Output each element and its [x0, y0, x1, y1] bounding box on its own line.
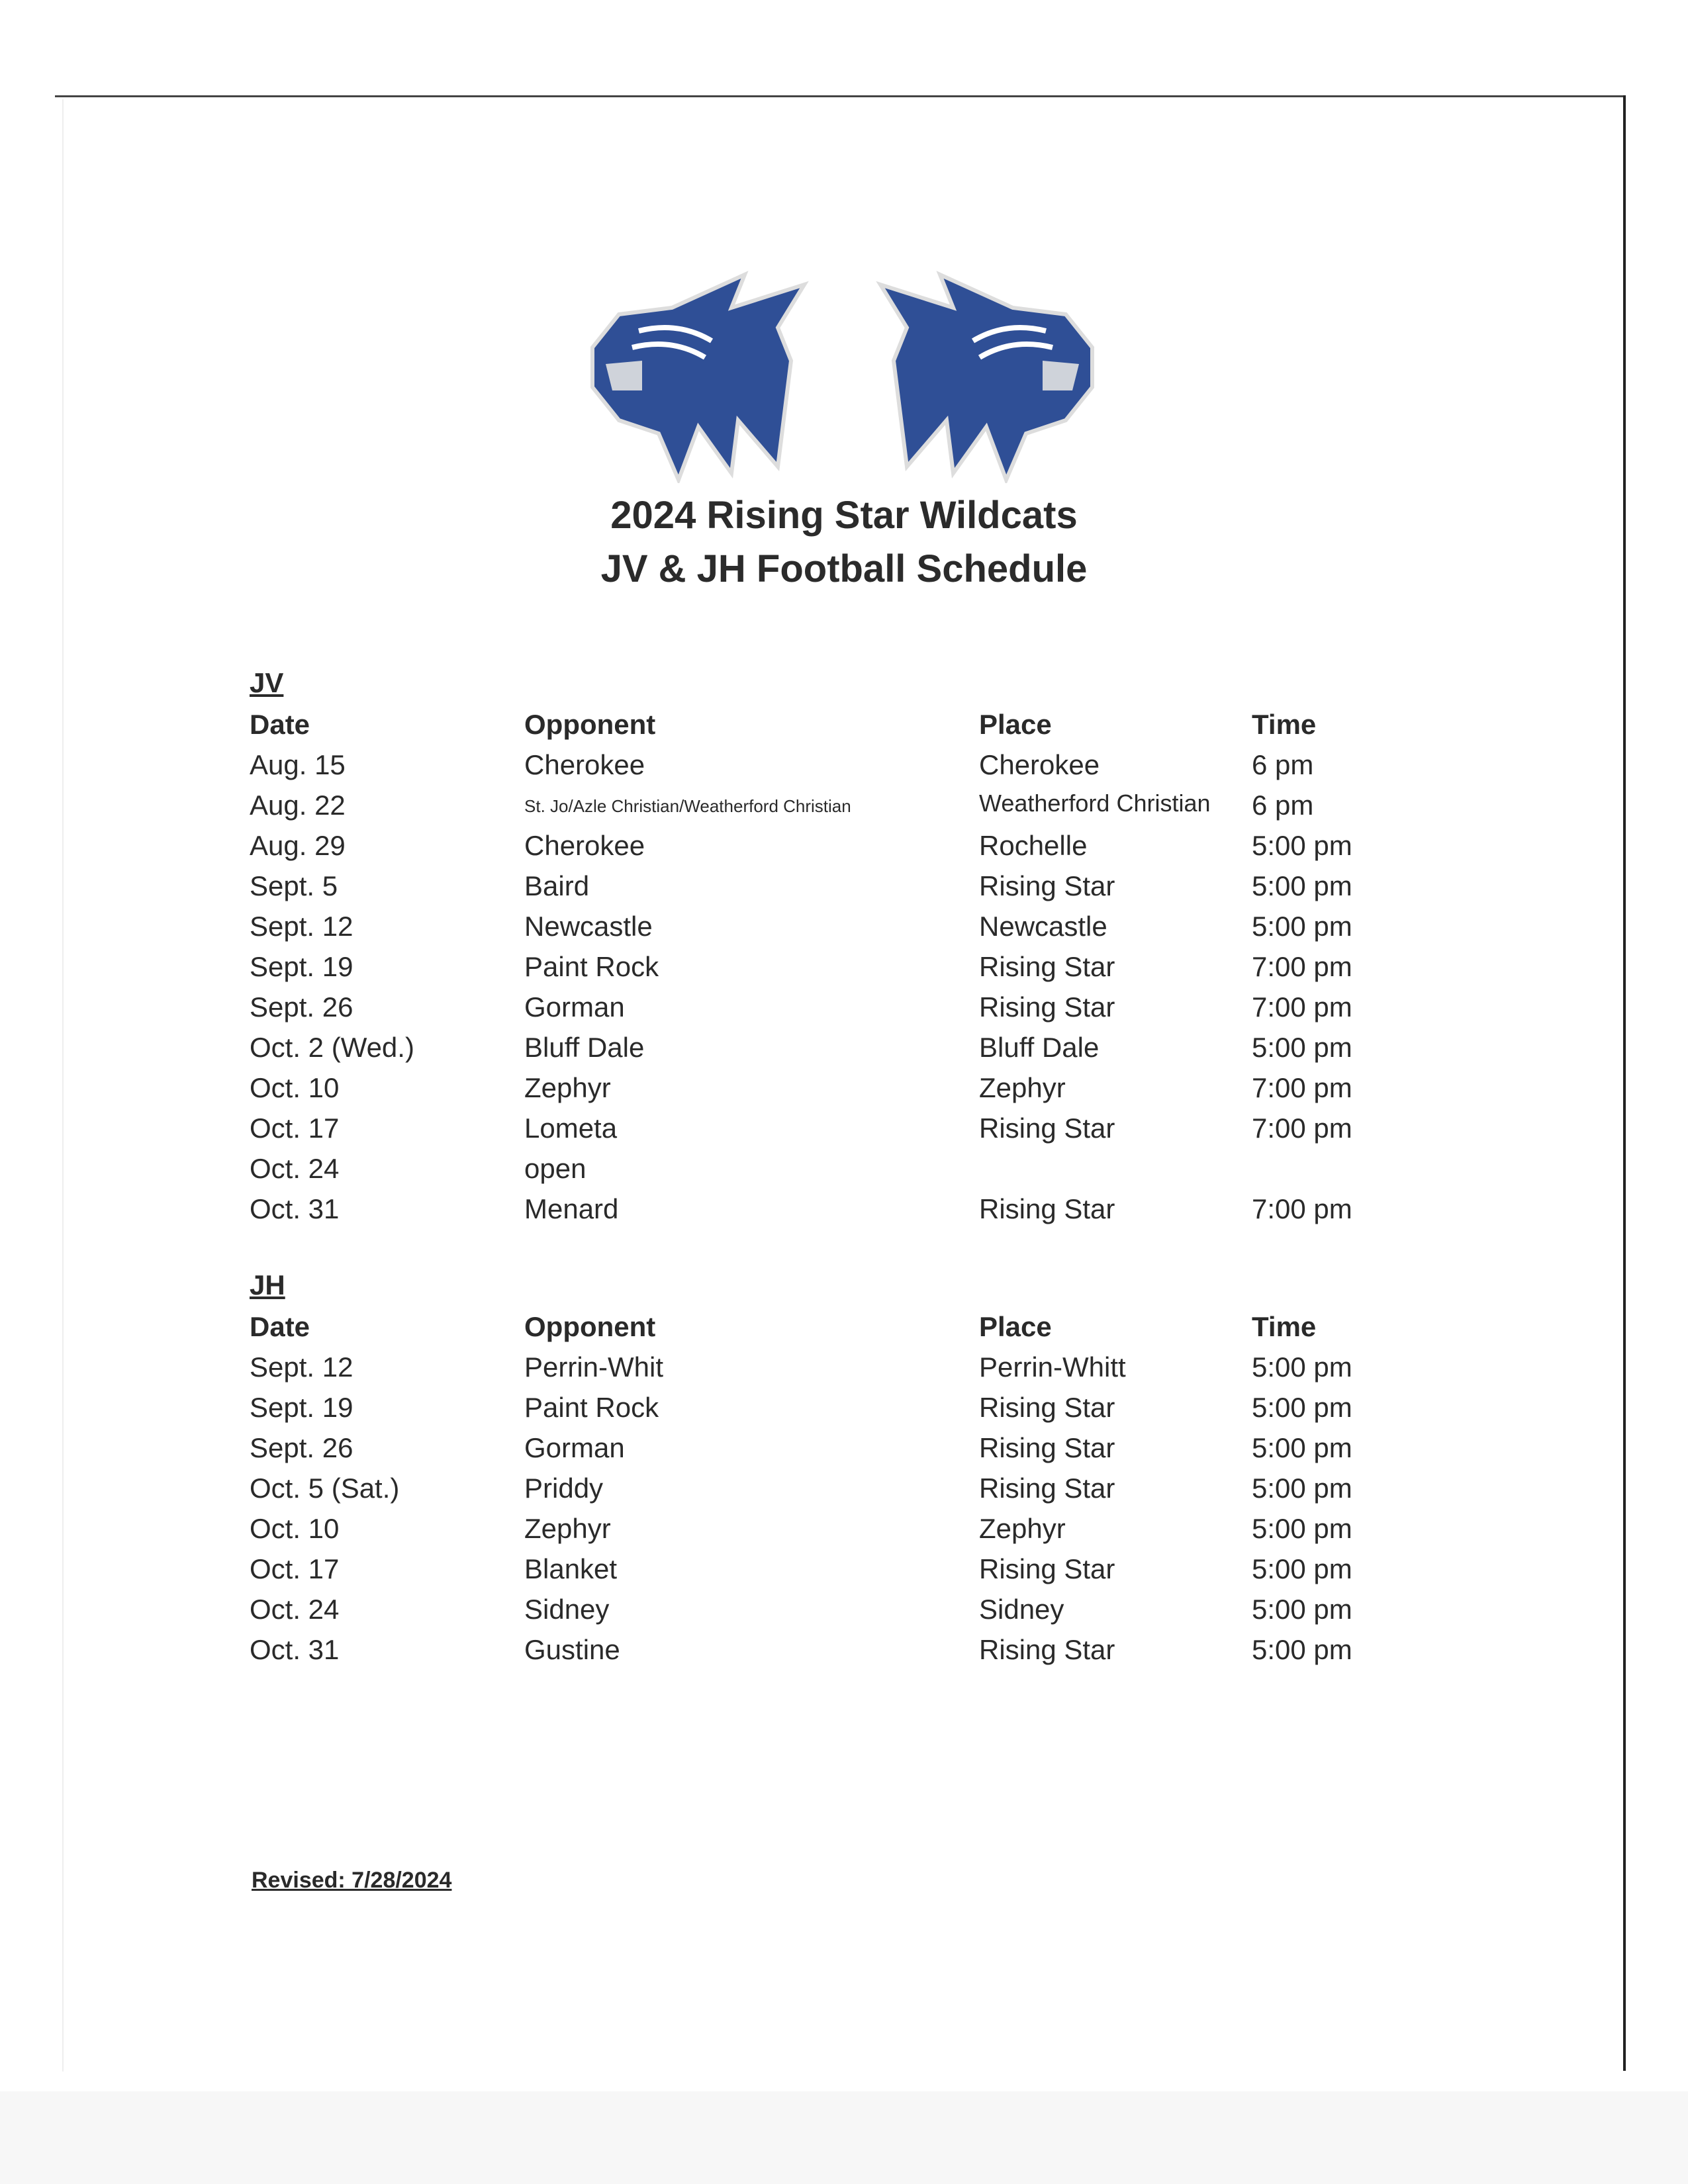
column-header-place: Place	[979, 709, 1052, 740]
jh-row-place: Sidney	[979, 1594, 1064, 1625]
jh-row-opponent: Paint Rock	[524, 1392, 659, 1423]
jh-row-date: Oct. 17	[250, 1553, 340, 1584]
jh-row-date: Sept. 12	[250, 1351, 353, 1383]
jh-row-place: Rising Star	[979, 1392, 1115, 1423]
jh-row-place: Rising Star	[979, 1473, 1115, 1504]
column-header-place: Place	[979, 1311, 1052, 1342]
jv-row-date: Sept. 19	[250, 951, 353, 982]
jv-row-date: Aug. 29	[250, 830, 346, 861]
jv-row-date: Aug. 22	[250, 790, 346, 821]
jv-row-opponent: open	[524, 1153, 586, 1184]
jv-row-place: Rising Star	[979, 1193, 1115, 1224]
jv-row-opponent: Paint Rock	[524, 951, 659, 982]
jv-row-place: Rising Star	[979, 1113, 1115, 1144]
jv-row-time: 7:00 pm	[1252, 1072, 1352, 1103]
jh-row-place: Zephyr	[979, 1513, 1066, 1544]
jv-row-opponent: St. Jo/Azle Christian/Weatherford Christian	[524, 796, 851, 816]
jh-row-opponent: Sidney	[524, 1594, 610, 1625]
section-label-jv: JV	[250, 667, 284, 698]
jv-row-opponent: Zephyr	[524, 1072, 611, 1103]
jv-row-time: 5:00 pm	[1252, 830, 1352, 861]
jv-row-date: Sept. 5	[250, 870, 338, 901]
jv-row-time: 7:00 pm	[1252, 991, 1352, 1023]
jh-row-place: Perrin-Whitt	[979, 1351, 1126, 1383]
jv-row-time: 7:00 pm	[1252, 1113, 1352, 1144]
wildcat-logo-left	[579, 268, 814, 483]
jh-row-opponent: Perrin-Whit	[524, 1351, 664, 1383]
jv-row-place: Bluff Dale	[979, 1032, 1100, 1063]
column-header-opponent: Opponent	[524, 709, 656, 740]
jv-row-place: Zephyr	[979, 1072, 1066, 1103]
jh-row-time: 5:00 pm	[1252, 1594, 1352, 1625]
jv-row-place: Rising Star	[979, 991, 1115, 1023]
jh-row-time: 5:00 pm	[1252, 1513, 1352, 1544]
jh-row-opponent: Blanket	[524, 1553, 618, 1584]
jv-row-opponent: Newcastle	[524, 911, 653, 942]
column-header-opponent: Opponent	[524, 1311, 656, 1342]
jv-row-opponent: Cherokee	[524, 830, 645, 861]
jv-row-date: Oct. 2 (Wed.)	[250, 1032, 414, 1063]
jv-row-opponent: Baird	[524, 870, 590, 901]
jv-row-date: Sept. 26	[250, 991, 353, 1023]
jh-row-opponent: Priddy	[524, 1473, 604, 1504]
jv-row-opponent: Gorman	[524, 991, 625, 1023]
page-top-border	[55, 95, 1626, 97]
title-line-2: JV & JH Football Schedule	[600, 547, 1088, 590]
jv-row-date: Oct. 17	[250, 1113, 340, 1144]
page-left-edge	[62, 99, 64, 2071]
jv-row-time: 7:00 pm	[1252, 1193, 1352, 1224]
jh-row-opponent: Gustine	[524, 1634, 620, 1665]
page-right-border	[1623, 95, 1626, 2071]
jv-row-opponent: Lometa	[524, 1113, 618, 1144]
jh-row-time: 5:00 pm	[1252, 1634, 1352, 1665]
jh-row-date: Sept. 19	[250, 1392, 353, 1423]
jv-row-date: Oct. 31	[250, 1193, 340, 1224]
jh-row-date: Oct. 10	[250, 1513, 340, 1544]
jv-row-time: 5:00 pm	[1252, 911, 1352, 942]
jv-row-time: 5:00 pm	[1252, 870, 1352, 901]
jv-row-place: Rising Star	[979, 951, 1115, 982]
jv-row-place: Newcastle	[979, 911, 1107, 942]
column-header-date: Date	[250, 709, 310, 740]
page-bottom-margin	[0, 2091, 1688, 2184]
jh-row-date: Sept. 26	[250, 1432, 353, 1463]
jh-row-place: Rising Star	[979, 1432, 1115, 1463]
jv-row-date: Sept. 12	[250, 911, 353, 942]
jv-row-opponent: Bluff Dale	[524, 1032, 645, 1063]
jv-row-place: Weatherford Christian	[979, 790, 1211, 817]
jh-row-time: 5:00 pm	[1252, 1432, 1352, 1463]
jh-row-time: 5:00 pm	[1252, 1392, 1352, 1423]
title-line-1: 2024 Rising Star Wildcats	[610, 494, 1078, 537]
column-header-date: Date	[250, 1311, 310, 1342]
jv-row-time: 6 pm	[1252, 790, 1314, 821]
jv-row-opponent: Cherokee	[524, 749, 645, 780]
jv-row-date: Oct. 10	[250, 1072, 340, 1103]
jv-row-time: 5:00 pm	[1252, 1032, 1352, 1063]
jv-row-place: Rising Star	[979, 870, 1115, 901]
jh-row-place: Rising Star	[979, 1553, 1115, 1584]
jh-row-opponent: Gorman	[524, 1432, 625, 1463]
column-header-time: Time	[1252, 1311, 1317, 1342]
section-label-jh: JH	[250, 1269, 285, 1300]
wildcat-logo-right	[870, 268, 1105, 483]
jh-row-time: 5:00 pm	[1252, 1553, 1352, 1584]
revised-date: Revised: 7/28/2024	[252, 1868, 452, 1893]
jv-row-place: Cherokee	[979, 749, 1100, 780]
jv-row-place: Rochelle	[979, 830, 1088, 861]
jh-row-date: Oct. 31	[250, 1634, 340, 1665]
jh-row-place: Rising Star	[979, 1634, 1115, 1665]
column-header-time: Time	[1252, 709, 1317, 740]
jh-row-time: 5:00 pm	[1252, 1351, 1352, 1383]
jh-row-date: Oct. 24	[250, 1594, 340, 1625]
jv-row-opponent: Menard	[524, 1193, 619, 1224]
jh-row-date: Oct. 5 (Sat.)	[250, 1473, 400, 1504]
jh-row-time: 5:00 pm	[1252, 1473, 1352, 1504]
jv-row-time: 7:00 pm	[1252, 951, 1352, 982]
jv-row-date: Aug. 15	[250, 749, 346, 780]
jv-row-time: 6 pm	[1252, 749, 1314, 780]
jh-row-opponent: Zephyr	[524, 1513, 611, 1544]
jv-row-date: Oct. 24	[250, 1153, 340, 1184]
